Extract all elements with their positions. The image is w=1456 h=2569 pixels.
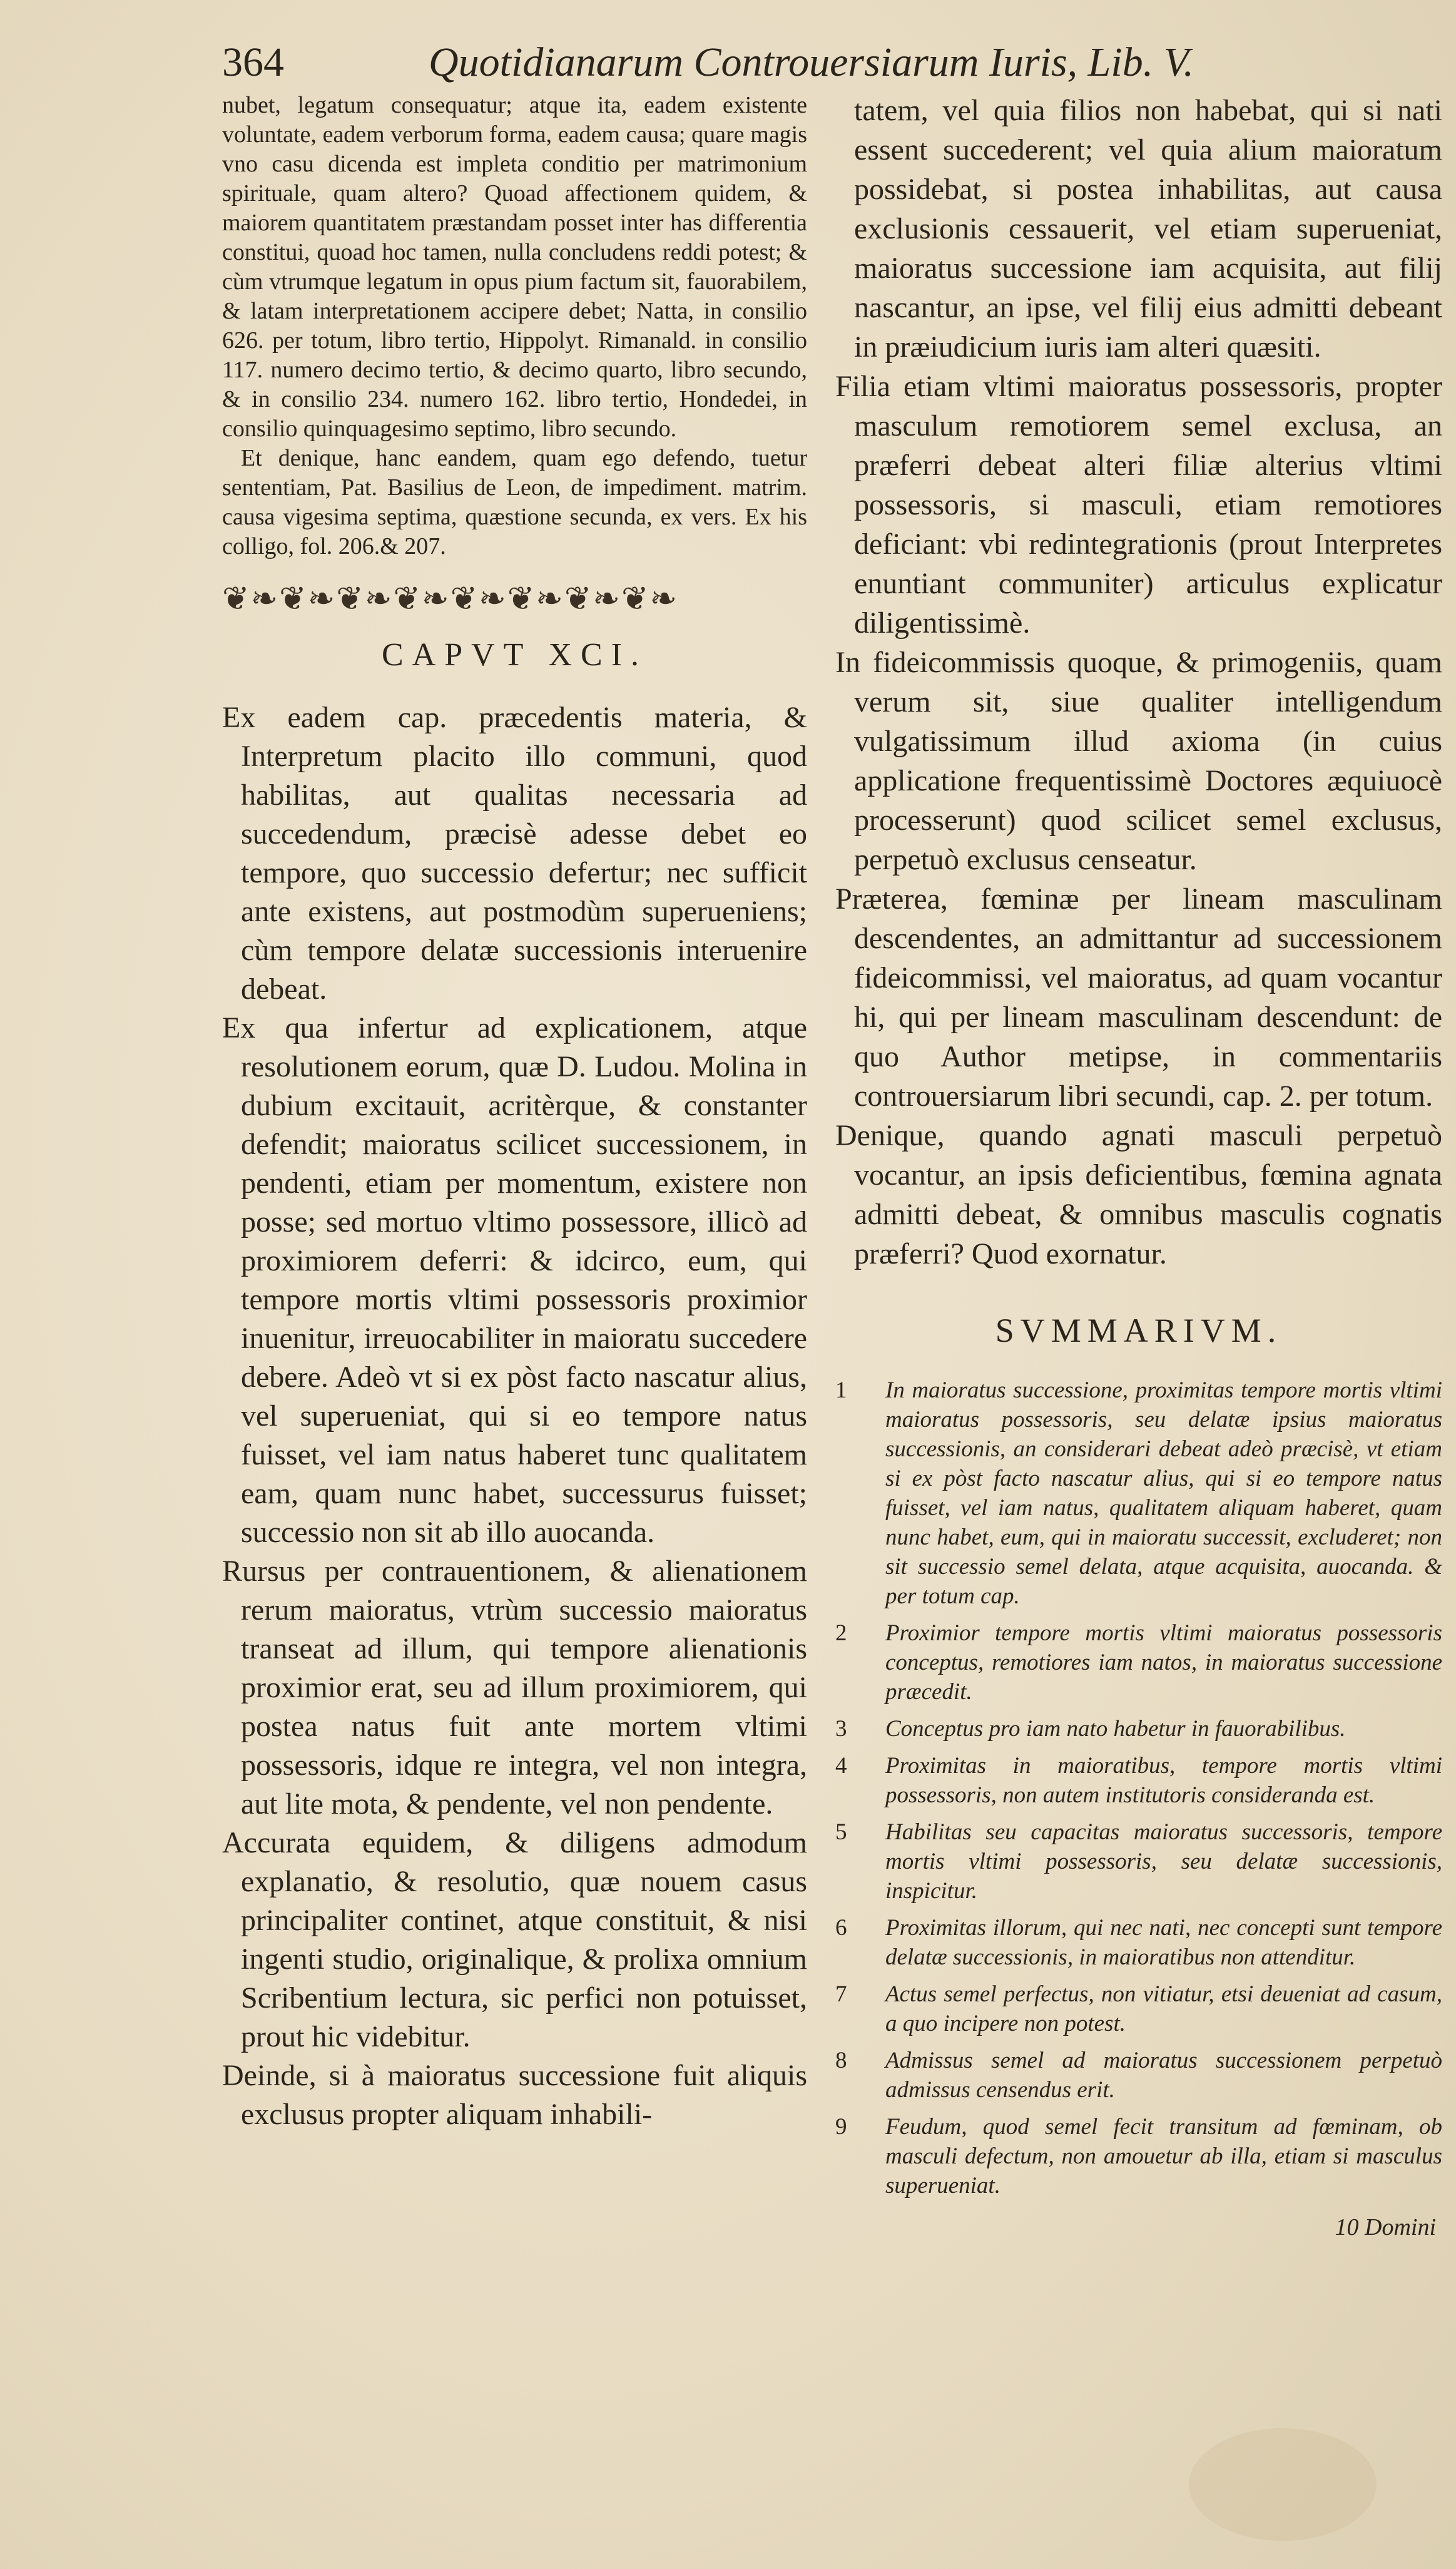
left-column (222, 91, 807, 2134)
summary-text: Conceptus pro iam nato habetur in fauorabilibus. (885, 1716, 1346, 1742)
summary-number: 3 (835, 1716, 847, 1742)
summary-text: Habilitas seu capacitas maioratus successoris, tempore mortis vltimi possessoris, seu delatæ successionis, inspicitur. (885, 1819, 1442, 1904)
summary-title: SVMMARIVM. (995, 1312, 1283, 1349)
summary-text: Proximitas illorum, qui nec nati, nec concepti sunt tempore delatæ successionis, in maioratibus non attenditur. (885, 1915, 1442, 1970)
argument-paragraph: Præterea, fœminæ per lineam masculinam descendentes, an admittantur ad successionem fideicommissi, vel maioratus, ad quam vocantur hi, qui per lineam masculinam descendunt: de quo Author metipse, in commentariis controuersiarum libri secundi, cap. 2. per totum. (835, 882, 1442, 1113)
summary-item (835, 1979, 1442, 2038)
chapter-title: CAPVT XCI. (381, 637, 648, 673)
summary-number: 9 (835, 2114, 847, 2140)
argument-paragraph: Accurata equidem, & diligens admodum explanatio, & resolutio, quæ nouem casus principaliter continet, atque constituit, & nisi ingenti studio, originalique, & prolixa omnium Scribentium lectura, sic perfici non potuisset, prout hic videbitur. (222, 1826, 807, 2053)
summary-number: 8 (835, 2048, 847, 2073)
summary-number: 1 (835, 1377, 847, 1403)
summary-item (835, 1751, 1442, 1810)
continued-paragraph: nubet, legatum consequatur; atque ita, eadem existente voluntate, eadem verborum forma, eadem causa; quare magis vno casu dicenda est impleta conditio per matrimonium spirituale, quam altero? Quoad affectionem quidem, & maiorem quantitatem præstandam posset inter has differentia constitui, quoad hoc tamen, nulla concludens reddi potest; & cùm vtrumque legatum in opus pium factum sit, fauorabilem, & latam interpretationem accipere debet; Natta, in consilio 626. per totum, libro tertio, Hippolyt. Rimanald. in consilio 117. numero decimo tertio, & decimo quarto, libro secundo, & in consilio 234. numero 162. libro tertio, Hondedei, in consilio quinquagesimo septimo, libro secundo. (222, 92, 807, 442)
summary-text: Proximitas in maioratibus, tempore mortis vltimi possessoris, non autem institutoris consideranda est. (885, 1753, 1442, 1808)
argument-paragraph: Rursus per contrauentionem, & alienationem rerum maioratus, vtrùm successio maioratus transeat ad illum, qui tempore alienationis proximior erat, seu ad illum proximiorem, qui postea natus fuit ante mortem vltimi possessoris, idque re integra, vel non integra, aut lite mota, & pendente, vel non pendente. (222, 1555, 807, 1821)
summary-number: 4 (835, 1753, 847, 1779)
summary-text: Actus semel perfectus, non vitiatur, etsi deueniat ad casum, a quo incipere non potest. (885, 1981, 1442, 2036)
fleuron-row: ❦❧❦❧❦❧❦❧❦❧❦❧❦❧❦❧ (222, 581, 679, 617)
summary-text: Proximior tempore mortis vltimi maioratus possessoris conceptus, remotiores iam natos, in maioratus successione præcedit. (885, 1620, 1442, 1705)
summary-item (835, 2112, 1442, 2200)
summary-item (835, 1714, 1442, 1744)
argument-paragraph: Ex qua infertur ad explicationem, atque resolutionem eorum, quæ D. Ludou. Molina in dubium excitauit, acritèrque, & constanter defendit; maioratus scilicet successionem, in pendenti, etiam per momentum, existere non posse; sed mortuo vltimo possessore, illicò ad proximiorem deferri: & idcirco, eum, qui tempore mortis vltimi possessoris proximior inuenitur, irreuocabiliter in maioratu succedere debere. Adeò vt si ex pòst facto nascatur alius, vel superueniat, qui si eo tempore natus fuisset, vel iam natus haberet tunc qualitatem eam, quam nunc habet, successurus fuisset; successio non sit ab illo auocanda. (222, 1011, 807, 1549)
argument-paragraph: tatem, vel quia filios non habebat, qui si nati essent succederent; vel quia alium maioratum possidebat, si postea inhabilitas, aut causa exclusionis cessauerit, vel etiam superueniat, maioratus successione iam acquisita, aut filij nascantur, an ipse, vel filij eius admitti debeant in præiudicium iuris iam alteri quæsiti. (854, 94, 1442, 364)
summary-number: 7 (835, 1981, 847, 2007)
summary-text: Admissus semel ad maioratus successionem perpetuò admissus censendus erit. (885, 2048, 1442, 2103)
argument-paragraph: Denique, quando agnati masculi perpetuò vocantur, an ipsis deficientibus, fœmina agnata admitti debeat, & omnibus masculis cognatis præferri? Quod exornatur. (835, 1119, 1442, 1270)
summary-number: 5 (835, 1819, 847, 1845)
running-title: Quotidianarum Controuersiarum Iuris, Lib. V. (429, 39, 1194, 85)
summary-text: Feudum, quod semel fecit transitum ad fœminam, ob masculi defectum, non amouetur ab illa, etiam si masculus superueniat. (885, 2114, 1442, 2199)
summary-text: In maioratus successione, proximitas tempore mortis vltimi maioratus possessoris, seu delatæ ipsius maioratus successionis, an considerari debeat adeò præcisè, vt etiam si ex pòst facto nascatur alius, qui si eo tempore natus fuisset, vel iam natus, qualitatem aliquam haberet, quam nunc habet, eum, qui in maioratu successit, excluderet; non sit successio semel delata, atque acquisita, auocanda. & per totum cap. (885, 1377, 1442, 1609)
page-header (222, 39, 1255, 89)
right-column (835, 91, 1442, 2247)
summary-item (835, 2046, 1442, 2105)
argument-paragraph: Ex eadem cap. præcedentis materia, & Interpretum placito illo communi, quod habilitas, aut qualitas necessaria ad succedendum, præcisè adesse debet eo tempore, quo successio defertur; nec sufficit ante existens, aut postmodùm superueniens; cùm tempore delatæ successionis interuenire debeat. (222, 701, 807, 1006)
argument-paragraph: Filia etiam vltimi maioratus possessoris, propter masculum remotiorem semel exclusa, an præferri debeat alteri filiæ alterius vltimi possessoris, si masculi, etiam remotiores deficiant: vbi redintegrationis (prout Interpretes enuntiant communiter) articulus explicatur diligentissimè. (835, 370, 1442, 640)
argument-paragraph: Deinde, si à maioratus successione fuit aliquis exclusus propter aliquam inhabili- (222, 2059, 807, 2131)
summary-item (835, 1618, 1442, 1707)
summary-item (835, 1376, 1442, 1611)
summary-list (835, 1376, 1442, 2200)
closing-paragraph: Et denique, hanc eandem, quam ego defendo, tuetur sententiam, Pat. Basilius de Leon, de impediment. matrim. causa vigesima septima, quæstione secunda, ex vers. Ex his colligo, fol. 206.& 207. (222, 445, 807, 559)
summary-item (835, 1913, 1442, 1972)
summary-number: 6 (835, 1915, 847, 1941)
paper-stain (1189, 2428, 1377, 2541)
argument-paragraph: In fideicommissis quoque, & primogeniis, quam verum sit, siue qualiter intelligendum vulgatissimum illud axioma (in cuius applicatione frequentissimè Doctores æquiuocè processerunt) quod scilicet semel exclusus, perpetuò exclusus censeatur. (835, 646, 1442, 876)
page-number: 364 (222, 39, 284, 85)
catchword: 10 Domini (1335, 2214, 1436, 2240)
summary-item (835, 1817, 1442, 1906)
ornament-divider (222, 580, 807, 618)
summary-number: 2 (835, 1620, 847, 1646)
